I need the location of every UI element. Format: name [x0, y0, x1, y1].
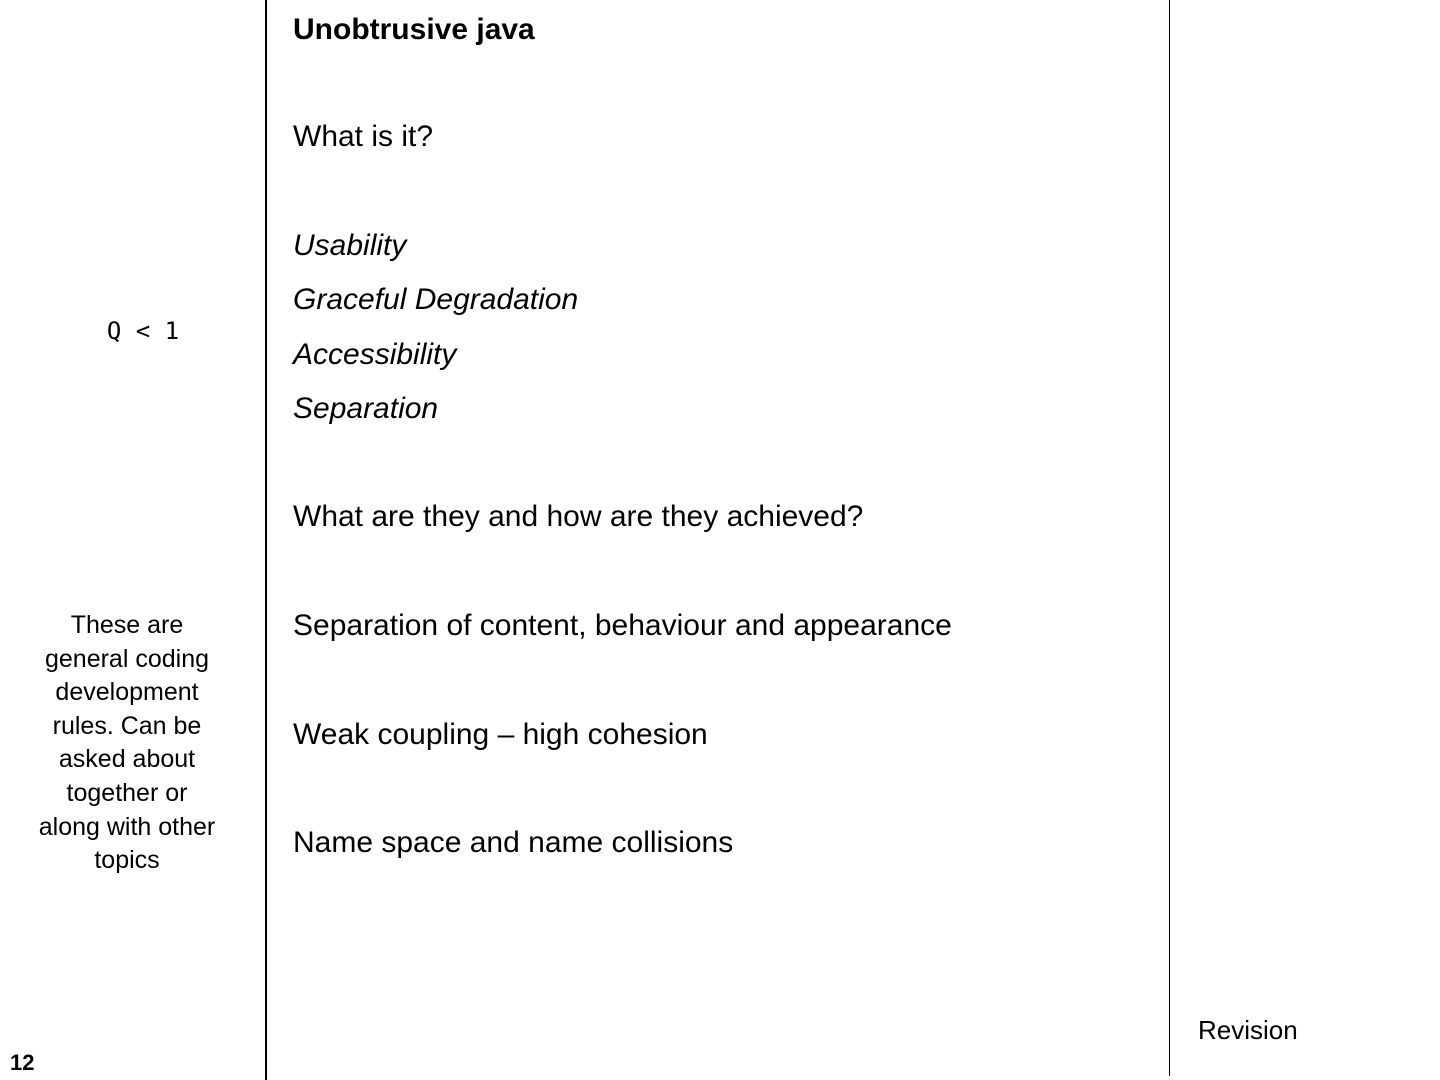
- topic-item: Separation: [293, 392, 439, 425]
- page-title: Unobtrusive java: [293, 13, 535, 46]
- point-item: Name space and name collisions: [293, 826, 734, 859]
- side-note-line: topics: [94, 846, 160, 875]
- side-note-line: asked about: [58, 745, 196, 774]
- side-note-line: general coding: [44, 644, 209, 673]
- side-note-line: These are: [70, 611, 184, 639]
- question-what-is-it: What is it?: [293, 120, 434, 153]
- left-margin-column: [0, 0, 265, 1080]
- side-note-line: development: [55, 678, 199, 707]
- revision-label: Revision: [1198, 1015, 1298, 1045]
- point-item: Separation of content, behaviour and appearance: [293, 609, 952, 642]
- right-margin-column: [1170, 0, 1440, 1080]
- side-note-line: together or: [66, 778, 188, 807]
- topic-item: Usability: [293, 229, 407, 262]
- topic-item: Accessibility: [293, 338, 457, 371]
- point-item: Weak coupling – high cohesion: [293, 718, 708, 751]
- question-weight-label: Q < 1: [106, 317, 180, 345]
- page-number: 12: [10, 1050, 35, 1075]
- question-how-achieved: What are they and how are they achieved?: [293, 500, 864, 533]
- left-column-divider: [265, 0, 267, 1080]
- side-note: [24, 609, 230, 878]
- side-note-line: rules. Can be: [52, 711, 202, 740]
- topic-item: Graceful Degradation: [293, 283, 579, 316]
- side-note-line: along with other: [38, 812, 216, 841]
